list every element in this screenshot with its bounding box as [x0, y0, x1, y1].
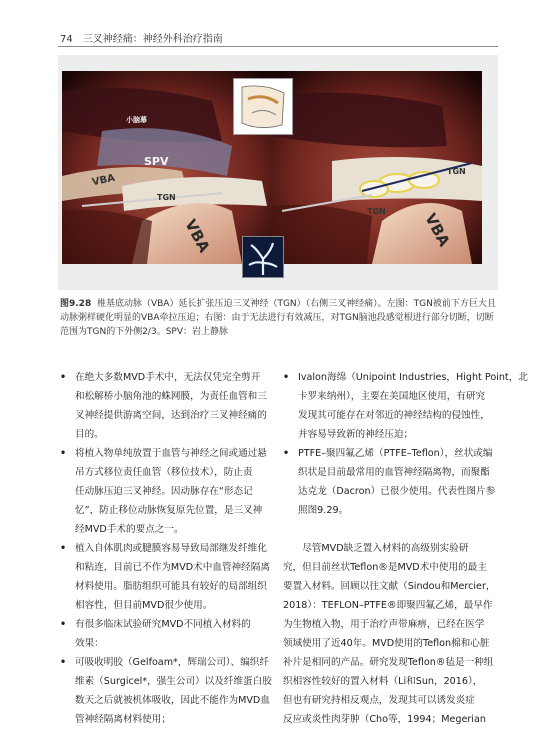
figure-caption — [60, 297, 500, 339]
bullet-item — [60, 444, 272, 539]
caption-text: 椎基底动脉（VBA）延长扩张压迫三叉神经（TGN）（右侧三叉神经痛）。左图：TGN被前下方巨大且动脉粥样硬化明显的VBA牵拉压迫；右图：由于无法进行有效减压，对TGN脑池段感觉根进行部分切断，切断范围为TGN的下外侧2/3。SPV：岩上静脉 — [60, 299, 496, 337]
label-vba-right: VBA — [421, 210, 454, 250]
right-column — [283, 368, 528, 729]
bullet-item — [283, 368, 528, 444]
label-vba-upper: VBA — [91, 172, 117, 189]
text-line: 将植入物单纯放置于血管与神经之间或通过悬 — [75, 448, 267, 459]
bullet-item — [283, 444, 495, 520]
text-line: 和松解桥小脑角池的蛛网膜，为责任血管和三 — [75, 391, 267, 402]
text-line: 相容性，但目前MVD很少使用。 — [75, 600, 213, 611]
bullet-dot: • — [283, 372, 290, 383]
text-line: 材料使用。脂肪组织可能具有较好的局部组织 — [75, 581, 267, 592]
text-line: 要置入材料。回顾以往文献（Sindou和Mercier， — [283, 581, 496, 592]
text-line: 为生物植入物，用于治疗声带麻痹，已经在医学 — [283, 619, 485, 630]
text-line: 有很多临床试验研究MVD不同植入材料的 — [75, 619, 251, 630]
text-line: 经MVD手术的要点之一。 — [75, 524, 184, 535]
label-tgn: TGN — [157, 193, 176, 202]
label-spv: SPV — [144, 155, 169, 168]
text-line: 管神经隔离材料使用； — [75, 714, 171, 725]
surgical-photo-right — [272, 71, 482, 264]
bullet-item — [60, 653, 272, 729]
label-tgn-upper: TGN — [447, 167, 466, 176]
bullet-dot: • — [60, 543, 67, 554]
text-line: 织相容性较好的置入材料（Li和Sun，2016）， — [283, 676, 483, 687]
text-line: 2018）：TEFLON–PTFE®即聚四氟乙烯，最早作 — [283, 600, 493, 611]
text-line: 忆”，防止移位动脉恢复原先位置，是三叉神 — [75, 505, 263, 516]
text-line: 尽管MVD缺乏置入材料的高级别实验研 — [302, 543, 469, 554]
text-line: 和粘连，目前已不作为MVD术中血管神经隔离 — [75, 562, 270, 573]
text-line: 可吸收明胶（Gelfoam*，辉瑞公司）、编织纤 — [75, 657, 269, 668]
paragraph-gap — [283, 520, 495, 539]
text-line: 叉神经提供游离空间，达到治疗三叉神经痛的 — [75, 410, 267, 421]
bullet-dot: • — [283, 448, 290, 459]
bullet-dot: • — [60, 372, 67, 383]
left-column — [60, 368, 272, 729]
bullet-item — [60, 539, 272, 615]
text-line: 维素（Surgicel*，强生公司）以及纤维蛋白胶 — [75, 676, 272, 687]
text-line: 卡罗来纳州），主要在美国地区使用，有研究 — [298, 391, 486, 402]
text-line: PTFE–聚四氟乙烯（PTFE–Teflon），丝状或编 — [298, 448, 493, 459]
text-line: 目的。 — [75, 429, 104, 440]
text-line: 效果： — [75, 638, 104, 649]
body-paragraph — [283, 539, 495, 729]
text-line: Ivalon海绵（Unipoint Industries，Hight Point，北 — [298, 372, 528, 383]
header-rule — [58, 46, 498, 47]
page-number: 74 — [60, 34, 73, 45]
running-header — [60, 30, 223, 45]
label-membrane: 小脑幕 — [126, 116, 147, 124]
bullet-dot: • — [60, 657, 67, 668]
label-tgn-left: TGN — [367, 207, 386, 216]
text-line: 发现其可能存在对邻近的神经结构的侵蚀性， — [298, 410, 490, 421]
bullet-dot: • — [60, 448, 67, 459]
text-line: 织状是目前最常用的血管神经隔离物，而聚酯 — [298, 467, 490, 478]
text-line: 补片是相同的产品。研究发现Teflon®毡是一种组 — [283, 657, 494, 668]
text-line: 达克龙（Dacron）已很少使用。代表性图片参 — [298, 486, 496, 497]
label-vba-lower: VBA — [181, 216, 214, 256]
text-line: 但也有研究持相反观点，发现其可以诱发炎症 — [283, 695, 475, 706]
text-line: 在绝大多数MVD手术中，无法仅凭完全剪开 — [75, 372, 261, 383]
text-line: 吊方式移位责任血管（移位技术），防止责 — [75, 467, 253, 478]
text-line: 反应或炎性肉芽肿（Cho等，1994；Megerian — [283, 714, 486, 725]
figure-9-28 — [58, 55, 498, 290]
text-line: 领域使用了近40年。MVD使用的Teflon棉和心脏 — [283, 638, 490, 649]
text-line: 任动脉压迫三叉神经。因动脉存在“形态记 — [75, 486, 253, 497]
text-line: 并容易导致新的神经压迫； — [298, 429, 414, 440]
caption-number: 图9.28 — [60, 299, 92, 309]
illustration-inset — [233, 78, 293, 135]
bullet-item — [60, 368, 272, 444]
angiogram-inset — [242, 236, 284, 278]
text-line: 照图9.29。 — [298, 505, 349, 516]
text-line: 植入自体肌肉或腱膜容易导致局部继发纤维化 — [75, 543, 267, 554]
bullet-item — [60, 615, 272, 653]
book-title: 三叉神经痛：神经外科治疗指南 — [82, 34, 223, 45]
bullet-dot: • — [60, 619, 67, 630]
text-line: 数天之后就被机体吸收，因此不能作为MVD血 — [75, 695, 270, 706]
text-line: 究，但目前丝状Teflon®是MVD术中使用的最主 — [283, 562, 487, 573]
